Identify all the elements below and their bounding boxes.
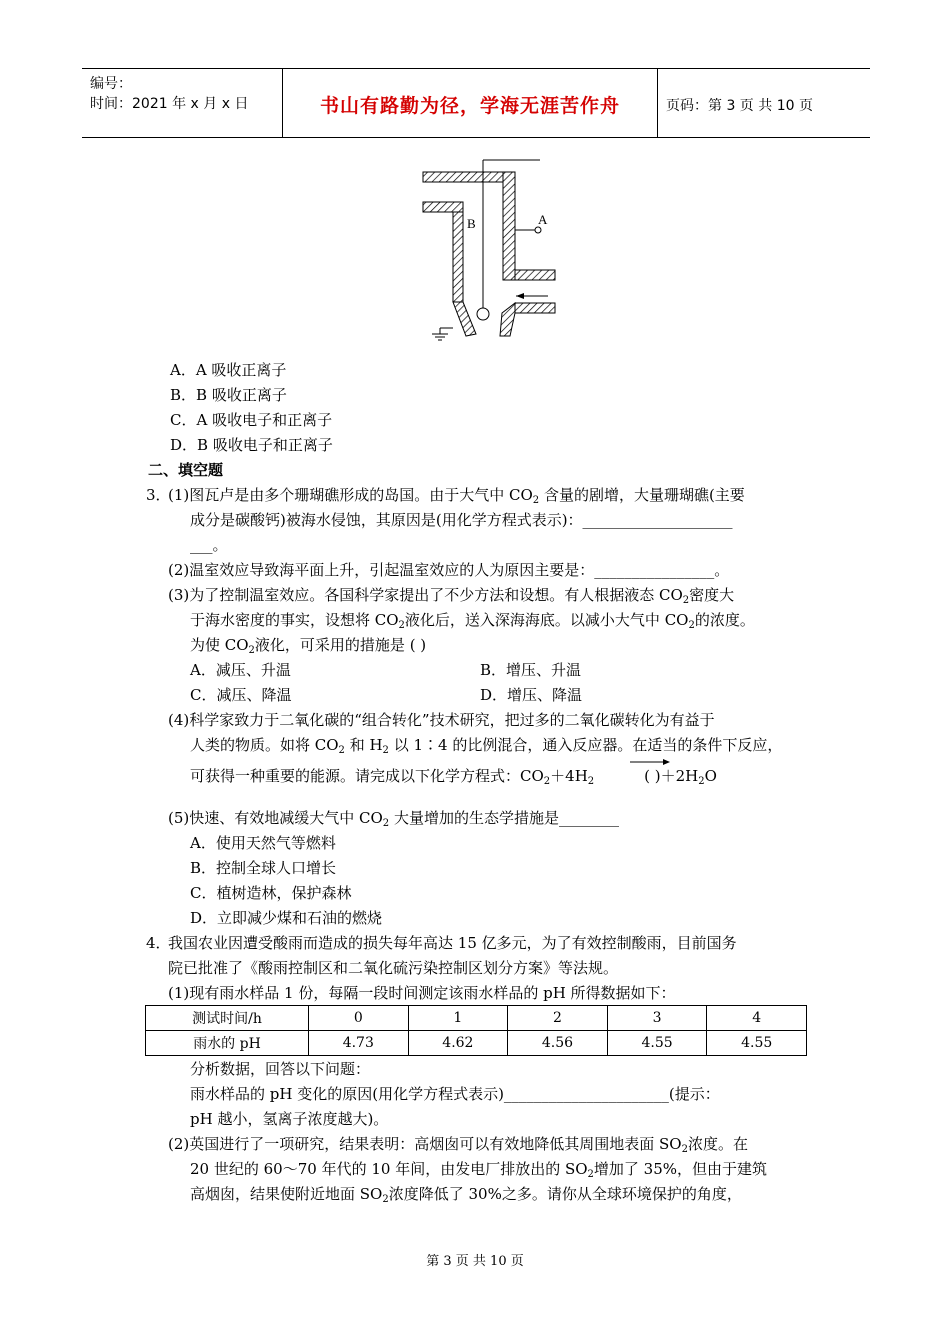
left-wall: [453, 212, 463, 302]
q3-part3-option-d: D．增压、降温: [480, 686, 583, 704]
header-motto-cell: [283, 69, 658, 137]
q3-part5-option-c: C．植树造林，保护森林: [190, 884, 352, 902]
q3-part1-line1: (1)图瓦卢是由多个珊瑚礁形成的岛国。由于大气中 $CO_2$ 含量的剧增，大量珊瑚礁(主要: [168, 486, 745, 506]
q3-part3-line1: (3)为了控制温室效应。各国科学家提出了不少方法和设想。有人根据液态 $CO_2$密度大: [168, 586, 735, 606]
q4-part2-line2: 20 世纪的 60～70 年代的 10 年间，由发电厂排放出的 $SO_2$增加了 35%，但由于建筑: [190, 1160, 768, 1180]
right-lower-wall: [515, 270, 555, 280]
label-a: A: [538, 212, 548, 227]
table-cell: 测试时间/h: [146, 1006, 309, 1031]
q4-reason-line1: 雨水样品的 pH 变化的原因(用化学方程式表示)______________________(提示：: [190, 1085, 720, 1103]
q3-part1-line2: 成分是碳酸钙)被海水侵蚀，其原因是(用化学方程式表示)：____________________: [190, 511, 733, 529]
table-header-row: [146, 1006, 807, 1031]
q3-part3-option-c: C．减压、降温: [190, 686, 292, 704]
q4-part2-line3: 高烟囱，结果使附近地面 $SO_2$浓度降低了 30%之多。请你从全球环境保护的角度，: [190, 1185, 742, 1205]
label-b: B: [467, 216, 476, 231]
q3-part3-option-b: B．增压、升温: [480, 661, 582, 679]
right-wall: [503, 172, 515, 280]
table-row: [146, 1031, 807, 1056]
page-footer: 第 3 页 共 10 页: [426, 1254, 524, 1269]
q2-option-d: D．B 吸收电子和正离子: [170, 436, 333, 454]
section-title: 二、填空题: [148, 461, 224, 479]
q4-reason-line2: pH 越小，氢离子浓度越大)。: [190, 1110, 389, 1128]
q4-analyze: 分析数据，回答以下问题：: [190, 1060, 371, 1078]
right-bottom-wall: [515, 303, 555, 313]
header-page-cell: [658, 69, 870, 137]
electrode-ball: [477, 308, 489, 320]
header-left-cell: [82, 69, 283, 137]
q4-number: 4．: [146, 934, 171, 952]
q4-intro-line1: 我国农业因遭受酸雨而造成的损失每年高达 15 亿多元，为了有效控制酸雨，目前国务: [168, 934, 737, 952]
q3-part5: (5)快速、有效地减缓大气中 $CO_2$ 大量增加的生态学措施是________: [168, 809, 619, 829]
q3-part3-line3: 为使 $CO_2$液化，可采用的措施是 ( ): [190, 636, 427, 656]
table-cell: 3: [607, 1006, 707, 1031]
page-label: 页码：第 3 页 共 10 页: [666, 98, 813, 114]
table-cell: 4.73: [309, 1031, 409, 1056]
q3-part3-option-a: A．减压、升温: [190, 661, 291, 679]
inflow-arrow: [516, 293, 524, 299]
motto: 书山有路勤为径，学海无涯苦作舟: [319, 95, 620, 117]
table-cell: 2: [508, 1006, 608, 1031]
q2-option-b: B．B 吸收正离子: [170, 386, 287, 404]
q4-part2-line1: (2)英国进行了一项研究，结果表明：高烟囱可以有效地降低其周围地表面 $SO_2$浓度。在: [168, 1135, 748, 1155]
table-cell: 4.62: [408, 1031, 508, 1056]
q3-part5-option-a: A．使用天然气等燃料: [190, 834, 336, 852]
q3-part4-line2: 人类的物质。如将 $CO_2$ 和 $H_2$ 以 1∶4 的比例混合，通入反应器。在适当的条件下反应，: [190, 736, 783, 756]
q4-intro-line2: 院已批准了《酸雨控制区和二氧化硫污染控制区划分方案》等法规。: [168, 959, 619, 977]
q2-option-a: A．A 吸收正离子: [170, 361, 287, 379]
apparatus-figure: [420, 158, 560, 348]
q3-part5-option-d: D．立即减少煤和石油的燃烧: [190, 909, 383, 927]
top-wall: [423, 172, 503, 182]
table-cell: 0: [309, 1006, 409, 1031]
table-cell: 1: [408, 1006, 508, 1031]
time-label: 时间：2021 年 x 月 x 日: [90, 96, 249, 112]
left-upper-wall: [423, 202, 463, 212]
q2-option-c: C．A 吸收电子和正离子: [170, 411, 333, 429]
page-header: [82, 68, 870, 138]
table-cell: 4.55: [607, 1031, 707, 1056]
q3-part1-line3: ___。: [190, 536, 228, 554]
q3-part4-line1: (4)科学家致力于二氧化碳的“组合转化”技术研究，把过多的二氧化碳转化为有益于: [168, 711, 715, 729]
number-label: 编号：: [90, 76, 132, 92]
table-cell: 雨水的 pH: [146, 1031, 309, 1056]
q3-number: 3．: [146, 486, 171, 504]
q3-part2: (2)温室效应导致海平面上升，引起温室效应的人为原因主要是：________________。: [168, 561, 730, 579]
ph-table: [145, 1005, 807, 1056]
left-funnel: [453, 302, 476, 336]
q3-part3-line2: 于海水密度的事实，设想将 $CO_2$液化后，送入深海海底。以减小大气中 $CO_2$的浓度。: [190, 611, 755, 631]
q4-part1: (1)现有雨水样品 1 份，每隔一段时间测定该雨水样品的 pH 所得数据如下：: [168, 984, 676, 1002]
reaction-arrow: [630, 758, 670, 766]
table-cell: 4: [707, 1006, 807, 1031]
q3-part5-option-b: B．控制全球人口增长: [190, 859, 337, 877]
table-cell: 4.55: [707, 1031, 807, 1056]
right-funnel: [500, 303, 515, 336]
table-cell: 4.56: [508, 1031, 608, 1056]
q3-part4-equation: 可获得一种重要的能源。请完成以下化学方程式：$CO_2+4H_2$ ( )$+2H_2O$: [190, 767, 717, 787]
